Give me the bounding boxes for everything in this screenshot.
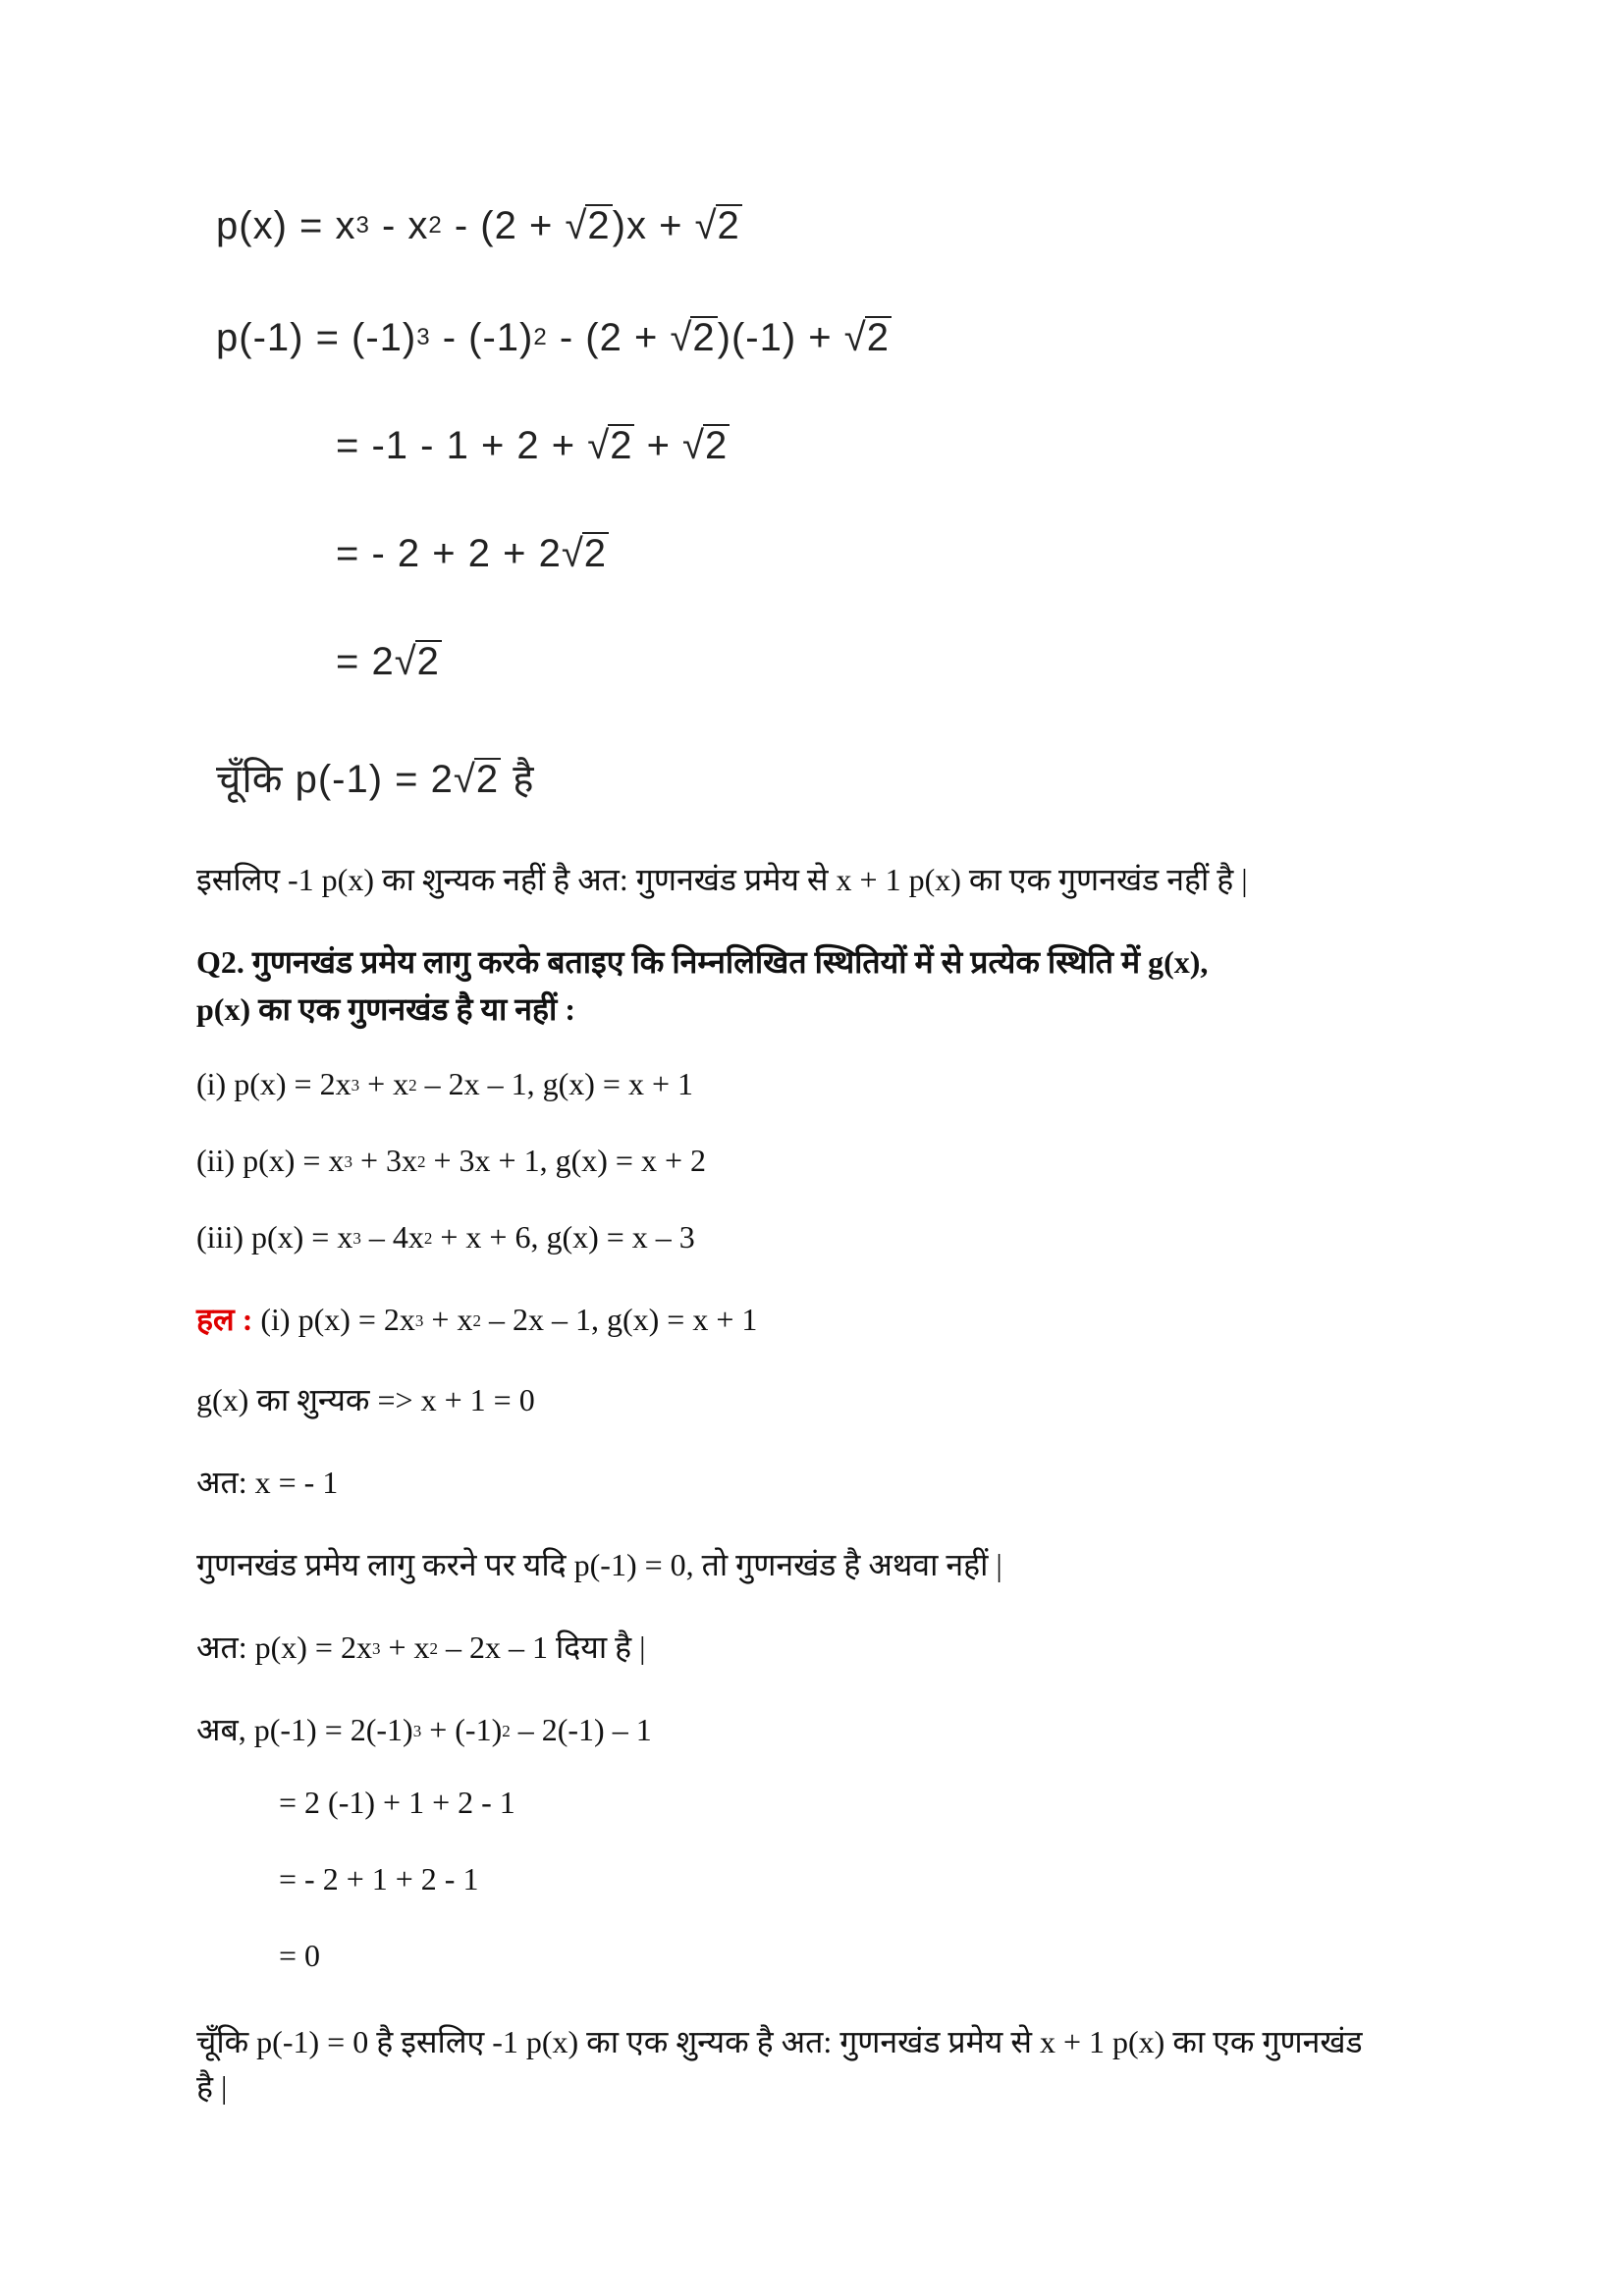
exponent: 3	[355, 212, 370, 239]
sqrt-symbol: √2	[682, 424, 729, 467]
item-ii: (ii) $p(x) = x^3 + 3x^2 + 3x + 1$, g(x) = x + 2	[196, 1143, 706, 1178]
solution-heading: हल : (i) $p(x) = 2x^3 + x^2 - 2x - 1$, g(x) = x + 1	[196, 1302, 758, 1337]
x-value-line: अत: x = - 1	[196, 1465, 339, 1500]
equation-p-minus-1	[216, 316, 892, 360]
equation-step-1	[336, 424, 730, 468]
solution-label: हल :	[196, 1302, 253, 1337]
eq-text: - (-1)	[430, 316, 534, 359]
zero-line: g(x) का शुन्यक => x + 1 = 0	[196, 1382, 535, 1417]
eq-text: = 2	[336, 640, 395, 683]
exponent: 2	[428, 212, 443, 239]
exponent: 3	[416, 324, 431, 350]
eq-text: p(-1) = (-1)	[216, 316, 417, 359]
eq-text: - x	[369, 204, 429, 247]
theorem-line: गुणनखंड प्रमेय लागु करने पर यदि p(-1) = 0, तो गुणनखंड है अथवा नहीं |	[196, 1547, 1002, 1582]
final-line-2: है |	[196, 2069, 228, 2105]
sqrt-symbol: √2	[394, 640, 440, 683]
item-i: (i) $p(x) = 2x^3 + x^2 - 2x - 1$, g(x) = x + 1	[196, 1066, 694, 1101]
question-2-line-2: p(x) का एक गुणनखंड है या नहीं :	[196, 991, 575, 1027]
equation-step-3	[336, 640, 442, 684]
eq-text: +	[634, 424, 683, 467]
eq-text: चूँकि p(-1) = 2	[216, 758, 454, 801]
calc-step-1: = 2 (-1) + 1 + 2 - 1	[279, 1785, 515, 1820]
calc-step-2: = - 2 + 1 + 2 - 1	[279, 1861, 479, 1896]
question-2-line-1: Q2. गुणनखंड प्रमेय लागु करके बताइए कि निम्नलिखित स्थितियों में से प्रत्येक स्थिति में g(x),	[196, 944, 1209, 980]
sqrt-symbol: √2	[587, 424, 633, 467]
eq-text: - (2 +	[442, 204, 566, 247]
conclusion-line: इसलिए -1 p(x) का शुन्यक नहीं है अत: गुणनखंड प्रमेय से x + 1 p(x) का एक गुणनखंड नहीं है |	[196, 862, 1248, 897]
eq-text: = -1 - 1 + 2 +	[336, 424, 588, 467]
equation-since	[216, 750, 534, 804]
final-line-1: चूँकि p(-1) = 0 है इसलिए -1 p(x) का एक शुन्यक है अत: गुणनखंड प्रमेय से x + 1 p(x) का एक गुणनखंड	[196, 2024, 1363, 2059]
eq-text: )(-1) +	[717, 316, 844, 359]
equation-px	[216, 204, 742, 248]
sqrt-symbol: √2	[694, 204, 740, 247]
eq-text: = - 2 + 2 + 2	[336, 532, 562, 575]
given-line: अत: $p(x) = 2x^3 + x^2 - 2x - 1$ दिया है |	[196, 1629, 646, 1665]
sqrt-symbol: √2	[565, 204, 611, 247]
now-line: अब, $p(-1) = 2(-1)^3 + (-1)^2 - 2(-1) - 1$	[196, 1712, 652, 1747]
sqrt-symbol: √2	[561, 532, 608, 575]
equation-step-2	[336, 532, 609, 576]
sqrt-symbol: √2	[670, 316, 716, 359]
sqrt-symbol: √2	[453, 758, 500, 801]
eq-text: - (2 +	[547, 316, 671, 359]
exponent: 2	[533, 324, 548, 350]
item-iii: (iii) $p(x) = x^3 - 4x^2 + x + 6$, g(x) = x – 3	[196, 1219, 695, 1255]
sqrt-symbol: √2	[843, 316, 890, 359]
eq-text: है	[501, 758, 535, 801]
calc-step-3: = 0	[279, 1938, 321, 1973]
eq-text: )x +	[612, 204, 695, 247]
eq-text: p(x) = x	[216, 204, 356, 247]
